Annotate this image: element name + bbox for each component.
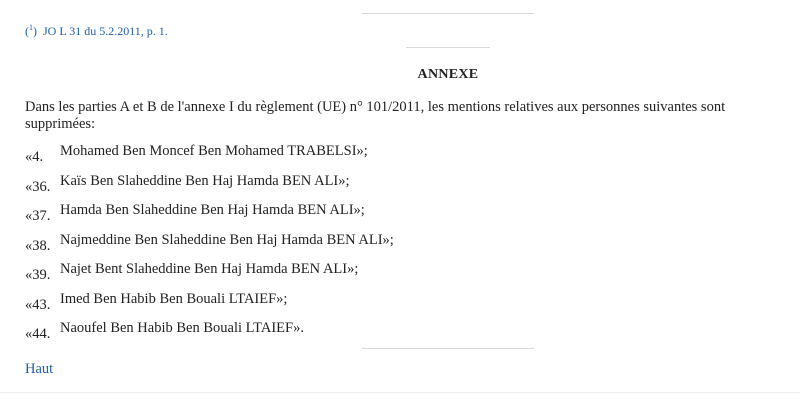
list-item bbox=[25, 173, 785, 203]
annex-title: ANNEXE bbox=[417, 67, 479, 82]
list-item bbox=[25, 232, 785, 262]
entry-text: Imed Ben Habib Ben Bouali LTAIEF»; bbox=[60, 290, 288, 307]
entry-number: «44. bbox=[25, 326, 51, 342]
list-item bbox=[25, 261, 785, 291]
footnote bbox=[25, 24, 168, 39]
entry-number: «38. bbox=[25, 237, 51, 254]
separator-middle bbox=[406, 47, 490, 48]
separator-top bbox=[362, 13, 534, 14]
entry-text: Mohamed Ben Moncef Ben Mohamed TRABELSI»; bbox=[60, 143, 368, 159]
footnote-marker: 1 bbox=[29, 23, 33, 32]
entry-text: Naoufel Ben Habib Ben Bouali LTAIEF». bbox=[60, 320, 304, 336]
entry-number: «4. bbox=[25, 149, 44, 165]
list-item bbox=[25, 202, 785, 232]
back-to-top-link[interactable]: Haut bbox=[25, 361, 54, 377]
entries-list bbox=[25, 143, 785, 350]
entry-text: Najmeddine Ben Slaheddine Ben Haj Hamda BEN ALI»; bbox=[60, 231, 394, 248]
footnote-reference-link[interactable]: JO L 31 du 5.2.2011, p. 1. bbox=[43, 24, 168, 38]
list-item bbox=[25, 320, 785, 350]
footnote-marker-link[interactable]: ($^1$) bbox=[25, 23, 37, 38]
list-item bbox=[25, 143, 785, 173]
entry-text: Hamda Ben Slaheddine Ben Haj Hamda BEN ALI»; bbox=[60, 202, 365, 218]
page-bottom-border bbox=[0, 392, 800, 393]
entry-number: «36. bbox=[25, 178, 51, 195]
entry-text: Najet Bent Slaheddine Ben Haj Hamda BEN ALI»; bbox=[60, 261, 359, 277]
entry-number: «37. bbox=[25, 208, 51, 224]
entry-number: «43. bbox=[25, 296, 51, 313]
entry-text: Kaïs Ben Slaheddine Ben Haj Hamda BEN ALI»; bbox=[60, 172, 350, 189]
list-item bbox=[25, 291, 785, 321]
entry-number: «39. bbox=[25, 267, 51, 283]
intro-line-2: supprimées: bbox=[25, 116, 96, 132]
separator-bottom bbox=[362, 348, 534, 349]
intro-paragraph bbox=[25, 99, 800, 133]
intro-line-1: Dans les parties A et B de l'annexe I du règlement (UE) n° 101/2011, les mentions relatives aux personnes suivantes sont bbox=[25, 99, 726, 115]
